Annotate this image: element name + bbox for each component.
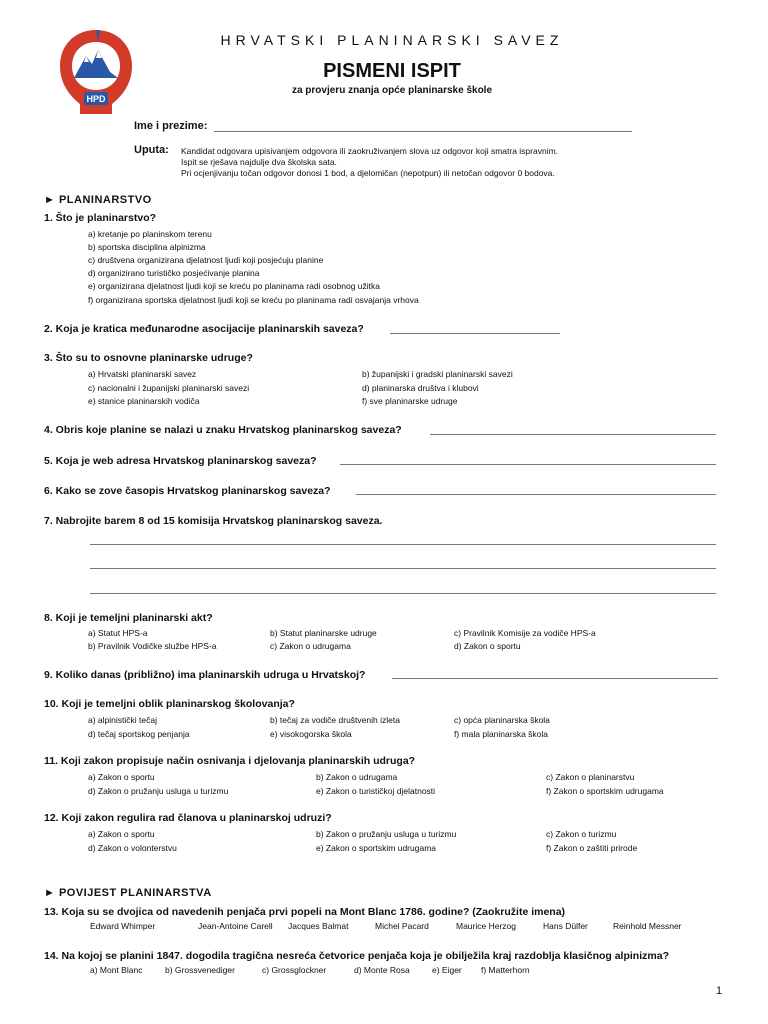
- q12-option-c[interactable]: c) Zakon o turizmu: [546, 829, 617, 839]
- question-3: 3. Što su to osnovne planinarske udruge?: [44, 352, 253, 364]
- q13-name[interactable]: Reinhold Messner: [613, 921, 682, 931]
- q1-option-b[interactable]: b) sportska disciplina alpinizma: [88, 242, 206, 252]
- q3-option-f[interactable]: f) sve planinarske udruge: [362, 396, 458, 406]
- q13-name[interactable]: Jacques Balmat: [288, 921, 349, 931]
- q11-option-f[interactable]: f) Zakon o sportskim udrugama: [546, 786, 664, 796]
- question-12: 12. Koji zakon regulira rad članova u planinarskoj udruzi?: [44, 812, 332, 824]
- q10-option-c[interactable]: c) opća planinarska škola: [454, 715, 550, 725]
- q8-option-d[interactable]: d) Zakon o sportu: [454, 641, 521, 651]
- q10-option-e[interactable]: e) visokogorska škola: [270, 729, 352, 739]
- instruction-line: Pri ocjenjivanju točan odgovor donosi 1 bod, a djelomičan (nepotpun) ili netočan odgovor 0 bodova.: [181, 168, 555, 178]
- page-subtitle: za provjeru znanja opće planinarske škole: [291, 85, 493, 96]
- question-4: 4. Obris koje planine se nalazi u znaku Hrvatskog planinarskog saveza?: [44, 424, 402, 436]
- q13-name[interactable]: Maurice Herzog: [456, 921, 516, 931]
- name-input-line[interactable]: [214, 131, 632, 132]
- q3-option-a[interactable]: a) Hrvatski planinarski savez: [88, 369, 197, 379]
- q13-name[interactable]: Hans Dülfer: [543, 921, 588, 931]
- q10-option-d[interactable]: d) tečaj sportskog penjanja: [88, 729, 190, 739]
- organization-name: HRVATSKI PLANINARSKI SAVEZ: [220, 32, 564, 48]
- q14-option-d[interactable]: d) Monte Rosa: [354, 965, 410, 975]
- q13-name[interactable]: Michel Pacard: [375, 921, 429, 931]
- q8-option-c[interactable]: c) Pravilnik Komisije za vodiče HPS-a: [454, 628, 596, 638]
- q1-option-d[interactable]: d) organizirano turističko posjećivanje planina: [88, 268, 260, 278]
- question-7: 7. Nabrojite barem 8 od 15 komisija Hrvatskog planinarskog saveza.: [44, 515, 383, 527]
- q3-option-e[interactable]: e) stanice planinarskih vodiča: [88, 396, 200, 406]
- question-2: 2. Koja je kratica međunarodne asocijacije planinarskih saveza?: [44, 323, 364, 335]
- page-number: 1: [716, 985, 723, 997]
- q7-answer-line[interactable]: [90, 568, 716, 569]
- q10-option-f[interactable]: f) mala planinarska škola: [454, 729, 549, 739]
- q14-option-b[interactable]: b) Grossvenediger: [165, 965, 235, 975]
- q1-option-f[interactable]: f) organizirana sportska djelatnost ljudi koji se kreću po planinama radi osvajanja vrhova: [88, 295, 419, 305]
- question-6: 6. Kako se zove časopis Hrvatskog planinarskog saveza?: [44, 485, 331, 497]
- q8-option-b[interactable]: b) Statut planinarske udruge: [270, 628, 377, 638]
- q11-option-d[interactable]: d) Zakon o pružanju usluga u turizmu: [88, 786, 229, 796]
- q7-answer-line[interactable]: [90, 593, 716, 594]
- q8-option-a[interactable]: a) Statut HPS-a: [88, 628, 148, 638]
- instruction-line: Kandidat odgovara upisivanjem odgovora ili zaokruživanjem slova uz odgovor koji smatra ispravnim.: [181, 146, 559, 156]
- q12-option-d[interactable]: d) Zakon o volonterstvu: [88, 843, 177, 853]
- q3-option-b[interactable]: b) županijski i gradski planinarski savezi: [362, 369, 513, 379]
- q12-option-b[interactable]: b) Zakon o pružanju usluga u turizmu: [316, 829, 457, 839]
- question-14: 14. Na kojoj se planini 1847. dogodila tragična nesreća četvorice penjača koja je obilježila kraj razdoblja klasičnog alpinizma?: [44, 950, 669, 962]
- question-10: 10. Koji je temeljni oblik planinarskog školovanja?: [44, 698, 295, 710]
- question-9: 9. Koliko danas (približno) ima planinarskih udruga u Hrvatskoj?: [44, 669, 366, 681]
- q3-option-d[interactable]: d) planinarska društva i klubovi: [362, 383, 479, 393]
- question-13: 13. Koja su se dvojica od navedenih penjača prvi popeli na Mont Blanc 1786. godine? (Zaokružite imena): [44, 906, 566, 918]
- q1-option-c[interactable]: c) društvena organizirana djelatnost ljudi koji posjećuju planine: [88, 255, 324, 265]
- q11-option-e[interactable]: e) Zakon o turističkoj djelatnosti: [316, 786, 436, 796]
- question-11: 11. Koji zakon propisuje način osnivanja i djelovanja planinarskih udruga?: [44, 755, 416, 767]
- section-title-povijest: ► POVIJEST PLANINARSTVA: [44, 887, 212, 899]
- q14-options: [0, 965, 768, 979]
- q13-names: [0, 921, 768, 935]
- q11-option-a[interactable]: a) Zakon o sportu: [88, 772, 155, 782]
- q1-option-a[interactable]: a) kretanje po planinskom terenu: [88, 229, 212, 239]
- q14-option-e[interactable]: e) Eiger: [432, 965, 462, 975]
- q3-option-c[interactable]: c) nacionalni i županijski planinarski savezi: [88, 383, 250, 393]
- q7-answer-line[interactable]: [90, 544, 716, 545]
- q14-option-f[interactable]: f) Matterhorn: [481, 965, 530, 975]
- q12-option-f[interactable]: f) Zakon o zaštiti prirode: [546, 843, 638, 853]
- q8-option-b2[interactable]: b) Pravilnik Vodičke službe HPS-a: [88, 641, 217, 651]
- section-title-planinarstvo: ► PLANINARSTVO: [44, 194, 152, 206]
- q10-option-b[interactable]: b) tečaj za vodiče društvenih izleta: [270, 715, 400, 725]
- q14-option-a[interactable]: a) Mont Blanc: [90, 965, 143, 975]
- q9-answer-line[interactable]: [392, 678, 718, 679]
- q13-name[interactable]: Edward Whimper: [90, 921, 156, 931]
- q11-option-b[interactable]: b) Zakon o udrugama: [316, 772, 398, 782]
- q2-answer-line[interactable]: [390, 333, 560, 334]
- instructions-label: Uputa:: [134, 144, 169, 156]
- question-5: 5. Koja je web adresa Hrvatskog planinarskog saveza?: [44, 455, 317, 467]
- name-label: Ime i prezime:: [134, 120, 208, 132]
- q13-name[interactable]: Jean-Antoine Carell: [198, 921, 273, 931]
- q6-answer-line[interactable]: [356, 494, 716, 495]
- q1-option-e[interactable]: e) organizirana djelatnost ljudi koji se kreću po planinama radi osobnog užitka: [88, 281, 381, 291]
- instructions-text: [181, 146, 558, 179]
- instruction-line: Ispit se rješava najdulje dva školska sata.: [181, 157, 337, 167]
- page-title: PISMENI ISPIT: [323, 60, 461, 82]
- q12-option-e[interactable]: e) Zakon o sportskim udrugama: [316, 843, 436, 853]
- q11-option-c[interactable]: c) Zakon o planinarstvu: [546, 772, 635, 782]
- q4-answer-line[interactable]: [430, 434, 716, 435]
- q14-option-c[interactable]: c) Grossglockner: [262, 965, 327, 975]
- q5-answer-line[interactable]: [340, 464, 716, 465]
- q8-option-c2[interactable]: c) Zakon o udrugama: [270, 641, 351, 651]
- q12-option-a[interactable]: a) Zakon o sportu: [88, 829, 155, 839]
- question-8: 8. Koji je temeljni planinarski akt?: [44, 612, 213, 624]
- logo-text: HPD: [86, 94, 106, 104]
- q10-option-a[interactable]: a) alpinistički tečaj: [88, 715, 157, 725]
- question-1: 1. Što je planinarstvo?: [44, 212, 157, 224]
